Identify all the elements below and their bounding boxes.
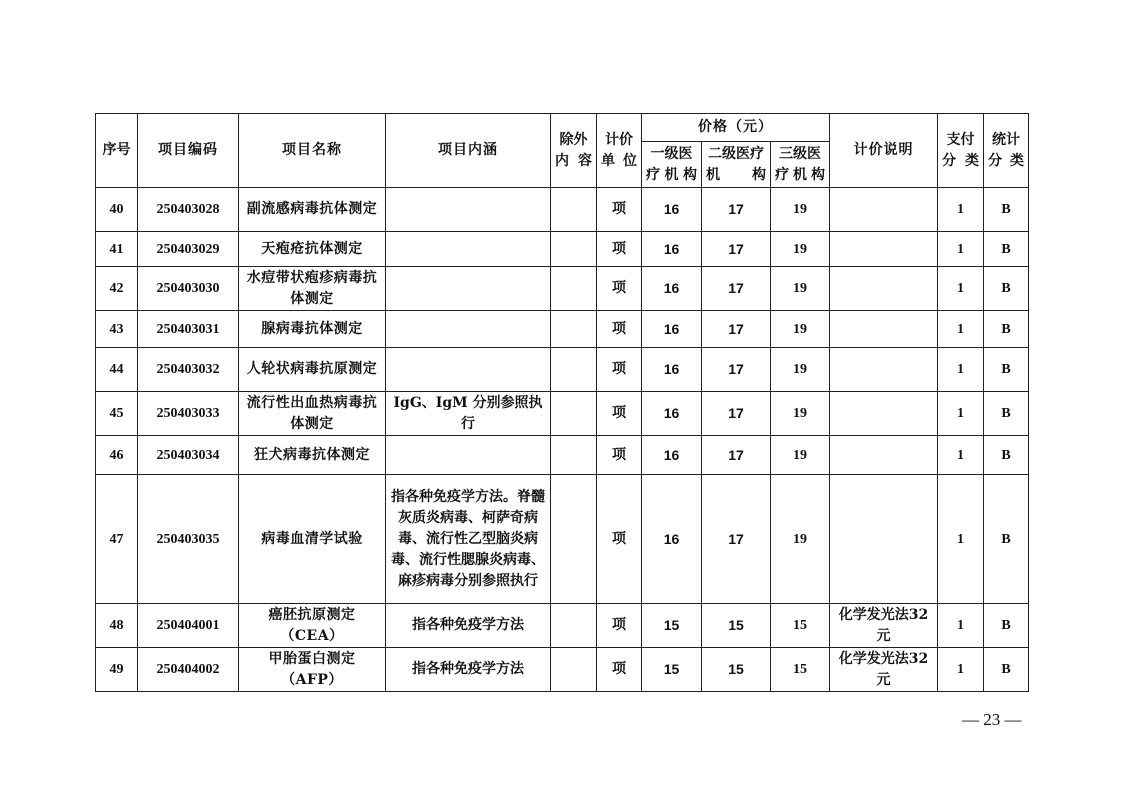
cell-price-level3: 19 xyxy=(771,348,830,392)
cell-price-level2: 17 xyxy=(702,348,771,392)
cell-price-level3: 19 xyxy=(771,232,830,267)
cell-stat: B xyxy=(984,475,1029,604)
cell-seq: 46 xyxy=(96,436,138,475)
cell-price-level3: 19 xyxy=(771,436,830,475)
cell-content: IgG、IgM 分别参照执行 xyxy=(386,392,551,436)
cell-price-level3: 19 xyxy=(771,311,830,348)
cell-seq: 41 xyxy=(96,232,138,267)
cell-code: 250403032 xyxy=(138,348,239,392)
cell-note: 化学发光法32元 xyxy=(830,648,938,692)
cell-content xyxy=(386,232,551,267)
cell-price-level3: 19 xyxy=(771,188,830,232)
cell-name: 狂犬病毒抗体测定 xyxy=(239,436,386,475)
cell-content xyxy=(386,436,551,475)
cell-note xyxy=(830,267,938,311)
cell-note xyxy=(830,392,938,436)
cell-price-level2: 17 xyxy=(702,267,771,311)
cell-payment: 1 xyxy=(938,475,984,604)
table-row xyxy=(96,232,1029,267)
table-row xyxy=(96,188,1029,232)
cell-note: 化学发光法32元 xyxy=(830,604,938,648)
cell-content xyxy=(386,348,551,392)
cell-name: 癌胚抗原测定（CEA） xyxy=(239,604,386,648)
table-row xyxy=(96,348,1029,392)
cell-note xyxy=(830,475,938,604)
header-row xyxy=(96,114,1029,142)
cell-content: 指各种免疫学方法 xyxy=(386,648,551,692)
cell-excluded xyxy=(551,267,597,311)
cell-unit: 项 xyxy=(597,604,642,648)
cell-seq: 45 xyxy=(96,392,138,436)
cell-code: 250403029 xyxy=(138,232,239,267)
cell-name: 人轮状病毒抗原测定 xyxy=(239,348,386,392)
cell-stat: B xyxy=(984,188,1029,232)
cell-excluded xyxy=(551,475,597,604)
cell-excluded xyxy=(551,188,597,232)
cell-price-level1: 16 xyxy=(642,311,702,348)
table-row xyxy=(96,267,1029,311)
cell-note xyxy=(830,311,938,348)
cell-code: 250404002 xyxy=(138,648,239,692)
cell-payment: 1 xyxy=(938,348,984,392)
header-name: 项目名称 xyxy=(239,114,386,188)
cell-excluded xyxy=(551,436,597,475)
cell-price-level2: 17 xyxy=(702,392,771,436)
cell-price-level2: 17 xyxy=(702,188,771,232)
cell-code: 250403030 xyxy=(138,267,239,311)
cell-stat: B xyxy=(984,348,1029,392)
cell-unit: 项 xyxy=(597,348,642,392)
cell-unit: 项 xyxy=(597,475,642,604)
header-note: 计价说明 xyxy=(830,114,938,188)
cell-excluded xyxy=(551,604,597,648)
cell-seq: 49 xyxy=(96,648,138,692)
cell-unit: 项 xyxy=(597,436,642,475)
cell-content: 指各种免疫学方法。脊髓灰质炎病毒、柯萨奇病毒、流行性乙型脑炎病毒、流行性腮腺炎病毒、麻疹病毒分别参照执行 xyxy=(386,475,551,604)
cell-price-level2: 15 xyxy=(702,648,771,692)
table-row xyxy=(96,604,1029,648)
cell-excluded xyxy=(551,648,597,692)
cell-payment: 1 xyxy=(938,648,984,692)
cell-excluded xyxy=(551,348,597,392)
cell-stat: B xyxy=(984,311,1029,348)
cell-price-level2: 17 xyxy=(702,475,771,604)
cell-price-level1: 16 xyxy=(642,436,702,475)
cell-content xyxy=(386,311,551,348)
cell-price-level2: 15 xyxy=(702,604,771,648)
cell-price-level1: 15 xyxy=(642,604,702,648)
header-seq: 序号 xyxy=(96,114,138,188)
cell-unit: 项 xyxy=(597,188,642,232)
cell-payment: 1 xyxy=(938,232,984,267)
cell-code: 250403033 xyxy=(138,392,239,436)
cell-name: 甲胎蛋白测定（AFP） xyxy=(239,648,386,692)
cell-stat: B xyxy=(984,436,1029,475)
cell-price-level2: 17 xyxy=(702,232,771,267)
cell-excluded xyxy=(551,392,597,436)
cell-name: 腺病毒抗体测定 xyxy=(239,311,386,348)
cell-stat: B xyxy=(984,267,1029,311)
table-row xyxy=(96,392,1029,436)
table-row xyxy=(96,311,1029,348)
cell-price-level1: 15 xyxy=(642,648,702,692)
cell-note xyxy=(830,188,938,232)
header-stat: 统计分类 xyxy=(984,114,1029,188)
table-row xyxy=(96,436,1029,475)
header-content: 项目内涵 xyxy=(386,114,551,188)
cell-code: 250403034 xyxy=(138,436,239,475)
header-level3: 三级医疗机构 xyxy=(771,142,830,188)
cell-seq: 43 xyxy=(96,311,138,348)
cell-price-level1: 16 xyxy=(642,475,702,604)
cell-payment: 1 xyxy=(938,267,984,311)
cell-name: 副流感病毒抗体测定 xyxy=(239,188,386,232)
cell-price-level3: 15 xyxy=(771,604,830,648)
cell-code: 250403031 xyxy=(138,311,239,348)
page-number: — 23 — xyxy=(962,710,1022,729)
cell-content: 指各种免疫学方法 xyxy=(386,604,551,648)
cell-name: 病毒血清学试验 xyxy=(239,475,386,604)
cell-name: 天疱疮抗体测定 xyxy=(239,232,386,267)
cell-seq: 42 xyxy=(96,267,138,311)
cell-code: 250403035 xyxy=(138,475,239,604)
cell-price-level1: 16 xyxy=(642,188,702,232)
cell-code: 250403028 xyxy=(138,188,239,232)
cell-excluded xyxy=(551,311,597,348)
cell-payment: 1 xyxy=(938,436,984,475)
cell-name: 流行性出血热病毒抗体测定 xyxy=(239,392,386,436)
header-code: 项目编码 xyxy=(138,114,239,188)
cell-unit: 项 xyxy=(597,267,642,311)
cell-stat: B xyxy=(984,392,1029,436)
cell-note xyxy=(830,348,938,392)
cell-payment: 1 xyxy=(938,604,984,648)
cell-seq: 40 xyxy=(96,188,138,232)
cell-stat: B xyxy=(984,232,1029,267)
cell-payment: 1 xyxy=(938,392,984,436)
cell-price-level1: 16 xyxy=(642,232,702,267)
cell-note xyxy=(830,436,938,475)
header-unit: 计价单位 xyxy=(597,114,642,188)
cell-price-level3: 15 xyxy=(771,648,830,692)
cell-price-level3: 19 xyxy=(771,267,830,311)
cell-content xyxy=(386,188,551,232)
cell-price-level2: 17 xyxy=(702,436,771,475)
cell-price-level2: 17 xyxy=(702,311,771,348)
cell-unit: 项 xyxy=(597,648,642,692)
cell-price-level1: 16 xyxy=(642,267,702,311)
header-excluded: 除外内容 xyxy=(551,114,597,188)
cell-seq: 48 xyxy=(96,604,138,648)
cell-payment: 1 xyxy=(938,188,984,232)
cell-seq: 47 xyxy=(96,475,138,604)
cell-unit: 项 xyxy=(597,311,642,348)
header-level2: 二级医疗机构 xyxy=(702,142,771,188)
cell-price-level1: 16 xyxy=(642,392,702,436)
cell-code: 250404001 xyxy=(138,604,239,648)
header-level1: 一级医疗机构 xyxy=(642,142,702,188)
cell-price-level3: 19 xyxy=(771,475,830,604)
cell-excluded xyxy=(551,232,597,267)
cell-unit: 项 xyxy=(597,392,642,436)
cell-price-level1: 16 xyxy=(642,348,702,392)
cell-content xyxy=(386,267,551,311)
cell-note xyxy=(830,232,938,267)
cell-stat: B xyxy=(984,604,1029,648)
cell-seq: 44 xyxy=(96,348,138,392)
cell-price-level3: 19 xyxy=(771,392,830,436)
cell-stat: B xyxy=(984,648,1029,692)
cell-unit: 项 xyxy=(597,232,642,267)
cell-name: 水痘带状疱疹病毒抗体测定 xyxy=(239,267,386,311)
price-table xyxy=(95,113,1029,692)
cell-payment: 1 xyxy=(938,311,984,348)
table-row xyxy=(96,648,1029,692)
header-price-group: 价格（元） xyxy=(642,114,830,142)
header-payment: 支付分类 xyxy=(938,114,984,188)
table-row xyxy=(96,475,1029,604)
